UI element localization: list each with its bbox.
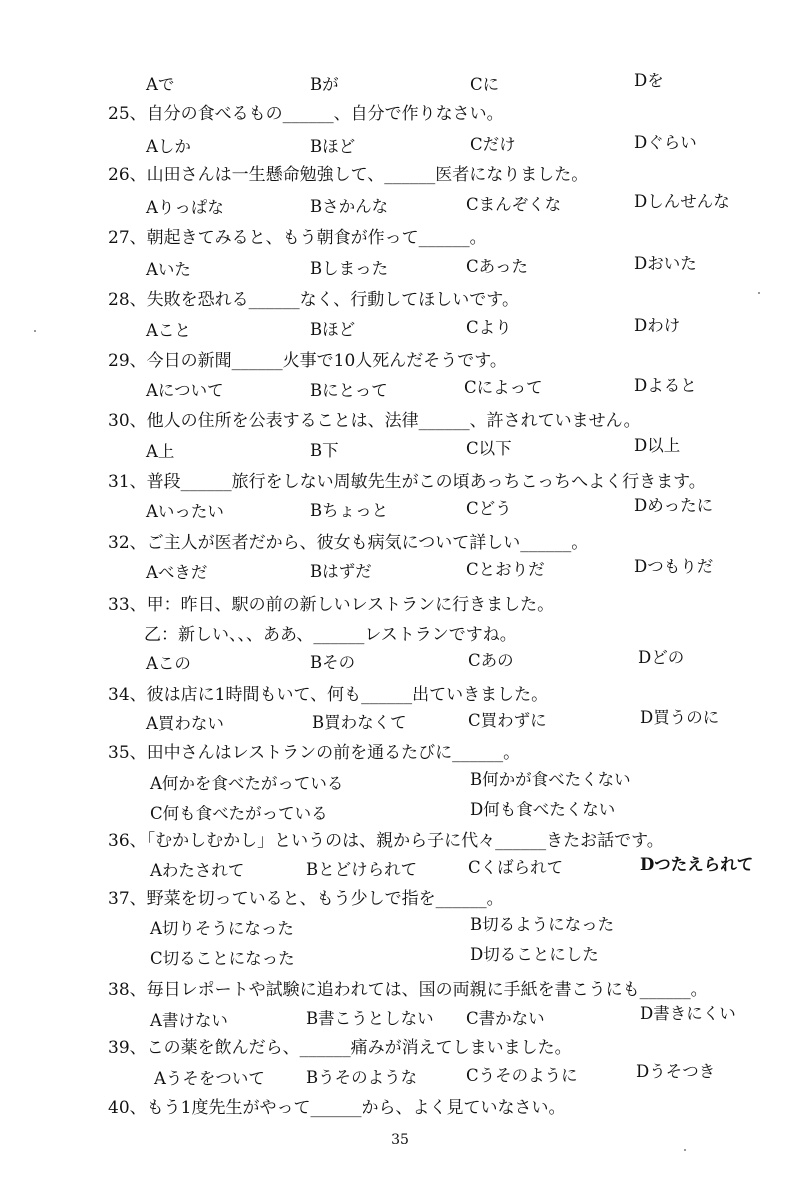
option-b: Bさかんな: [310, 197, 389, 216]
option-a: Aいた: [146, 260, 191, 279]
option-d: Dわけ: [634, 316, 681, 335]
question-26: [108, 164, 588, 186]
question-number: 32、: [108, 533, 147, 553]
question-32: [108, 532, 588, 554]
option-b: Bしまった: [310, 259, 389, 278]
question-text: 今日の新聞______火事で10人死んだそうです。: [146, 351, 507, 371]
option-c: Cまんぞくな: [466, 195, 562, 214]
question-text: 朝起きてみると、もう朝食が作って______。: [146, 228, 487, 248]
option-d: D買うのに: [640, 708, 720, 727]
option-d: Dぐらい: [634, 133, 697, 152]
question-text: 毎日レポートや試験に追われては、国の両親に手紙を書こうにも______。: [146, 980, 708, 1000]
question-35: [108, 742, 520, 764]
option-b: Bうそのような: [306, 1068, 418, 1087]
option-b: Bにとって: [310, 381, 388, 400]
option-c: Cあの: [468, 651, 514, 670]
question-text: 山田さんは一生懸命勉強して、______医者になりました。: [146, 165, 589, 185]
question-number: 31、: [108, 472, 147, 492]
question-36: [108, 830, 664, 852]
option-b: Bほど: [310, 320, 356, 339]
question-34: [108, 684, 548, 706]
question-text: もう1度先生がやって______から、よく見ていなさい。: [146, 1098, 566, 1118]
option-a: Aこの: [146, 654, 191, 673]
option-b: B下: [310, 441, 339, 460]
question-39: [108, 1037, 572, 1059]
option-c: Cに: [470, 75, 500, 94]
option-b: B何かが食べたくない: [470, 770, 631, 789]
question-text: 野菜を切っていると、もう少しで指を______。: [146, 889, 504, 909]
option-c: C何も食べたがっている: [150, 804, 328, 823]
question-number: 33、: [108, 595, 147, 615]
question-text: ご主人が医者だから、彼女も病気について詳しい______。: [146, 533, 589, 553]
option-a: A買わない: [146, 714, 224, 733]
option-c: Cどう: [466, 499, 512, 518]
option-c: Cくばられて: [468, 858, 564, 877]
option-d: D何も食べたくない: [470, 800, 616, 819]
question-33-line-2: 乙：新しい、、、ああ、______レストランですね。: [144, 625, 517, 645]
option-b: B切るようになった: [470, 915, 615, 934]
question-29: [108, 350, 507, 372]
question-number: 34、: [108, 685, 147, 705]
option-d: D書きにくい: [640, 1004, 736, 1023]
question-text: 「むかしむかし」というのは、親から子に代々______きたお話です。: [146, 831, 664, 851]
question-text: 他人の住所を公表することは、法律______、許されていません。: [146, 411, 641, 431]
question-number: 30、: [108, 411, 147, 431]
option-c: C書かない: [466, 1009, 545, 1028]
option-a: Aいったい: [146, 502, 224, 521]
question-number: 27、: [108, 228, 147, 248]
option-a: Aこと: [146, 321, 191, 340]
option-a: A上: [146, 442, 175, 461]
option-b: Bはずだ: [310, 562, 372, 581]
question-number: 29、: [108, 351, 147, 371]
question-30: [108, 410, 641, 432]
option-a: Aで: [146, 75, 175, 94]
question-33: [108, 594, 554, 616]
question-37: [108, 888, 504, 910]
option-c: Cうそのように: [466, 1066, 578, 1085]
question-38: [108, 979, 708, 1001]
option-c: C以下: [466, 439, 512, 458]
scan-speck: [758, 292, 760, 294]
question-number: 28、: [108, 290, 147, 310]
question-number: 25、: [108, 104, 147, 124]
option-b: Bほど: [310, 137, 356, 156]
option-d: Dつもりだ: [634, 557, 714, 576]
scan-speck: [684, 1149, 686, 1151]
option-d: Dしんせんな: [634, 192, 730, 211]
option-b: Bその: [310, 653, 356, 672]
question-text: 田中さんはレストランの前を通るたびに______。: [146, 743, 521, 763]
question-28: [108, 289, 519, 311]
option-c: C切ることになった: [150, 949, 295, 968]
option-c: Cあった: [466, 257, 528, 276]
option-c: Cによって: [464, 378, 543, 397]
question-number: 39、: [108, 1038, 147, 1058]
option-d: D切ることにした: [470, 945, 599, 964]
option-c: Cより: [466, 318, 512, 337]
page-number: 35: [391, 1132, 409, 1148]
question-text: 失敗を恐れる______なく、行動してほしいです。: [146, 290, 519, 310]
question-number: 37、: [108, 889, 147, 909]
option-b: Bちょっと: [310, 501, 389, 520]
option-a: Aうそをついて: [154, 1069, 265, 1088]
question-text: 普段______旅行をしない周敏先生がこの頃あっちこっちへよく行きます。: [146, 472, 706, 492]
question-text: この薬を飲んだら、______痛みが消えてしまいました。: [146, 1038, 572, 1058]
option-c: C買わずに: [468, 711, 547, 730]
question-27: [108, 227, 487, 249]
option-d: Dつたえられて: [640, 855, 754, 874]
option-b: B書こうとしない: [306, 1009, 434, 1028]
option-b: B買わなくて: [312, 713, 407, 732]
option-d: Dめったに: [634, 496, 714, 515]
option-d: Dどの: [638, 648, 685, 667]
option-d: Dおいた: [634, 254, 697, 273]
option-a: Aについて: [146, 381, 224, 400]
question-number: 26、: [108, 165, 147, 185]
option-a: A何かを食べたがっている: [150, 774, 344, 793]
option-c: Cとおりだ: [466, 560, 545, 579]
option-b: Bが: [310, 75, 339, 94]
option-d: Dを: [634, 71, 664, 90]
option-a: Aわたされて: [150, 861, 245, 880]
question-40: [108, 1097, 565, 1119]
option-b: Bとどけられて: [306, 860, 418, 879]
question-text: 自分の食べるもの______、自分で作りなさい。: [146, 104, 504, 124]
option-a: Aしか: [146, 137, 191, 156]
question-25: [108, 103, 504, 125]
question-number: 36、: [108, 831, 147, 851]
question-31: [108, 471, 706, 493]
question-text: 甲：昨日、駅の前の新しいレストランに行きました。: [146, 595, 555, 615]
question-text: 彼は店に1時間もいて、何も______出ていきました。: [146, 685, 549, 705]
option-a: A書けない: [150, 1011, 228, 1030]
option-d: Dうそつき: [636, 1062, 716, 1081]
question-number: 38、: [108, 980, 147, 1000]
option-c: Cだけ: [470, 135, 516, 154]
option-a: Aべきだ: [146, 563, 208, 582]
option-d: Dよると: [634, 376, 697, 395]
option-a: A切りそうになった: [150, 919, 294, 938]
scan-speck: [34, 330, 36, 332]
question-number: 35、: [108, 743, 147, 763]
option-d: D以上: [634, 436, 681, 455]
question-number: 40、: [108, 1098, 147, 1118]
option-a: Aりっぱな: [146, 198, 224, 217]
